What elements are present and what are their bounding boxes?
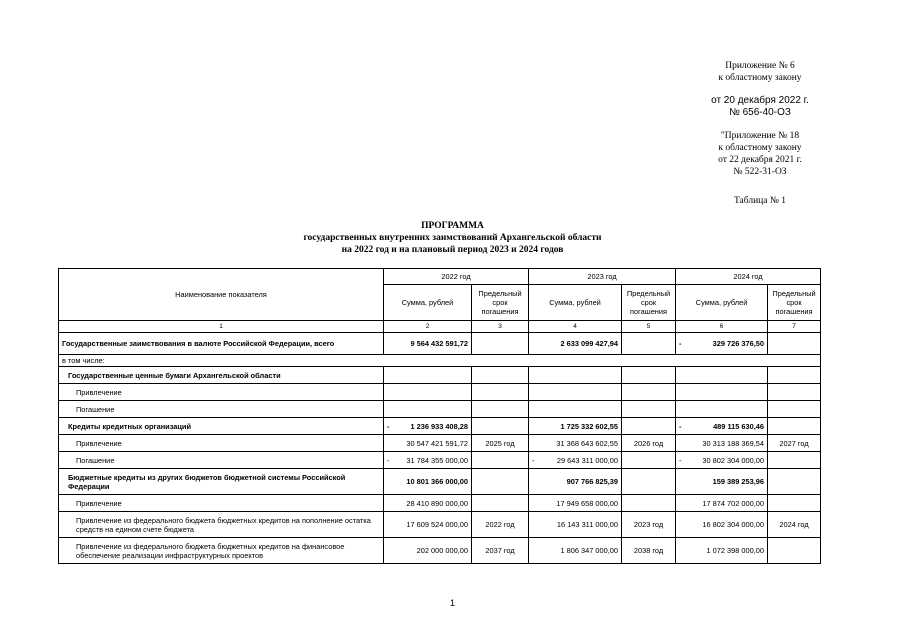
term: 2024 год	[768, 512, 821, 538]
amount: 30 802 304 000,00	[702, 455, 765, 465]
term	[768, 538, 821, 564]
header-term-2022: Предельный срок погашения	[472, 285, 529, 321]
table-row	[59, 384, 821, 401]
amount: 16 143 311 000,00	[556, 520, 619, 529]
amount: 1 236 933 408,28	[410, 421, 468, 431]
amount: 30 547 421 591,72	[406, 438, 468, 448]
term	[768, 418, 821, 435]
sign: -	[532, 455, 535, 465]
row-name: Привлечение из федерального бюджета бюджетных кредитов на пополнение остатка средств на едином счете бюджета	[59, 512, 384, 538]
title-line-2: государственных внутренних заимствований Архангельской области	[303, 233, 602, 243]
table-row	[59, 495, 821, 512]
term	[622, 333, 676, 355]
row-name: Погашение	[59, 452, 384, 469]
header-term-2023: Предельный срок погашения	[622, 285, 676, 321]
term	[768, 452, 821, 469]
term	[472, 333, 529, 355]
sign: -	[387, 421, 390, 431]
prev-appendix-line-4: № 522-31-ОЗ	[733, 167, 787, 177]
term	[622, 469, 676, 495]
column-number: 5	[622, 321, 676, 333]
term: 2022 год	[472, 512, 529, 538]
table-row	[59, 333, 821, 355]
amount: 17 609 524 000,00	[406, 520, 468, 529]
term	[472, 418, 529, 435]
term: 2025 год	[472, 435, 529, 452]
header-sum-2022: Сумма, рублей	[384, 285, 472, 321]
table-row	[59, 452, 821, 469]
term	[622, 495, 676, 512]
prev-appendix-line-1: "Приложение № 18	[720, 131, 800, 141]
amount: 17 874 702 000,00	[702, 498, 765, 508]
sign: -	[679, 455, 682, 465]
table-reference: Таблица № 1	[733, 196, 787, 206]
term	[768, 469, 821, 495]
amount: 329 726 376,50	[712, 339, 765, 348]
term	[472, 495, 529, 512]
row-name: Погашение	[59, 401, 384, 418]
column-number: 1	[59, 321, 384, 333]
term	[768, 495, 821, 512]
title-line-1: ПРОГРАММА	[421, 221, 484, 231]
amount: 31 368 643 602,55	[556, 438, 619, 448]
amount: 907 766 825,39	[566, 477, 619, 486]
term: 2038 год	[622, 538, 676, 564]
term: 2037 год	[472, 538, 529, 564]
page-number: 1	[449, 598, 455, 608]
column-number: 6	[676, 321, 768, 333]
amount: 30 313 188 369,54	[702, 438, 765, 448]
amount: 202 000 000,00	[416, 546, 468, 555]
title-line-3: на 2022 год и на плановый период 2023 и 2024 годов	[341, 245, 564, 255]
header-indicator-name: Наименование показателя	[59, 269, 384, 321]
table-row	[59, 435, 821, 452]
amount: 159 389 253,96	[712, 477, 765, 486]
header-sum-2023: Сумма, рублей	[529, 285, 622, 321]
header-year-2022: 2022 год	[384, 269, 529, 285]
amount: 17 949 658 000,00	[556, 498, 619, 508]
term	[472, 469, 529, 495]
amount: 10 801 366 000,00	[406, 477, 468, 486]
table-row	[59, 355, 821, 367]
row-name: в том числе:	[59, 355, 821, 367]
sign: -	[387, 455, 390, 465]
table-row	[59, 512, 821, 538]
amount: 489 115 630,46	[713, 421, 765, 431]
column-number: 2	[384, 321, 472, 333]
amount: 1 072 398 000,00	[706, 546, 765, 555]
amount: 1 806 347 000,00	[560, 546, 619, 555]
row-name: Привлечение	[59, 495, 384, 512]
row-name: Привлечение из федерального бюджета бюджетных кредитов на финансовое обеспечение реализации инфраструктурных проектов	[59, 538, 384, 564]
document-title	[0, 220, 905, 256]
appendix-line-1: Приложение № 6	[725, 61, 795, 71]
row-name: Привлечение	[59, 384, 384, 401]
table-row	[59, 401, 821, 418]
amount: 1 725 332 602,55	[560, 421, 619, 431]
term	[472, 452, 529, 469]
term: 2027 год	[768, 435, 821, 452]
term: 2026 год	[622, 435, 676, 452]
column-number: 3	[472, 321, 529, 333]
sign: -	[679, 339, 682, 348]
amount: 31 784 355 000,00	[406, 455, 468, 465]
header-sum-2024: Сумма, рублей	[676, 285, 768, 321]
column-number: 4	[529, 321, 622, 333]
term: 2023 год	[622, 512, 676, 538]
law-number: № 656-40-ОЗ	[729, 107, 791, 118]
sign: -	[679, 421, 682, 431]
row-name: Привлечение	[59, 435, 384, 452]
term	[768, 333, 821, 355]
law-date: от 20 декабря 2022 г.	[711, 95, 809, 106]
row-name: Бюджетные кредиты из других бюджетов бюджетной системы Российской Федерации	[59, 469, 384, 495]
prev-appendix-line-2: к областному закону	[718, 143, 802, 153]
prev-appendix-line-3: от 22 декабря 2021 г.	[718, 155, 802, 165]
header-term-2024: Предельный срок погашения	[768, 285, 821, 321]
borrowing-program-table	[58, 268, 821, 564]
amount: 16 802 304 000,00	[702, 520, 765, 529]
appendix-line-2: к областному закону	[718, 73, 802, 83]
table-row	[59, 418, 821, 435]
term	[622, 452, 676, 469]
amount: 28 410 890 000,00	[406, 498, 468, 508]
header-year-2023: 2023 год	[529, 269, 676, 285]
amount: 9 564 432 591,72	[410, 339, 468, 348]
row-name: Государственные заимствования в валюте Российской Федерации, всего	[59, 333, 384, 355]
amount: 29 643 311 000,00	[556, 455, 619, 465]
term	[622, 418, 676, 435]
amount: 2 633 099 427,94	[560, 339, 619, 348]
row-name: Кредиты кредитных организаций	[59, 418, 384, 435]
column-number: 7	[768, 321, 821, 333]
table-row	[59, 469, 821, 495]
table-row	[59, 538, 821, 564]
row-name: Государственные ценные бумаги Архангельской области	[59, 367, 384, 384]
header-year-2024: 2024 год	[676, 269, 821, 285]
table-row	[59, 367, 821, 384]
